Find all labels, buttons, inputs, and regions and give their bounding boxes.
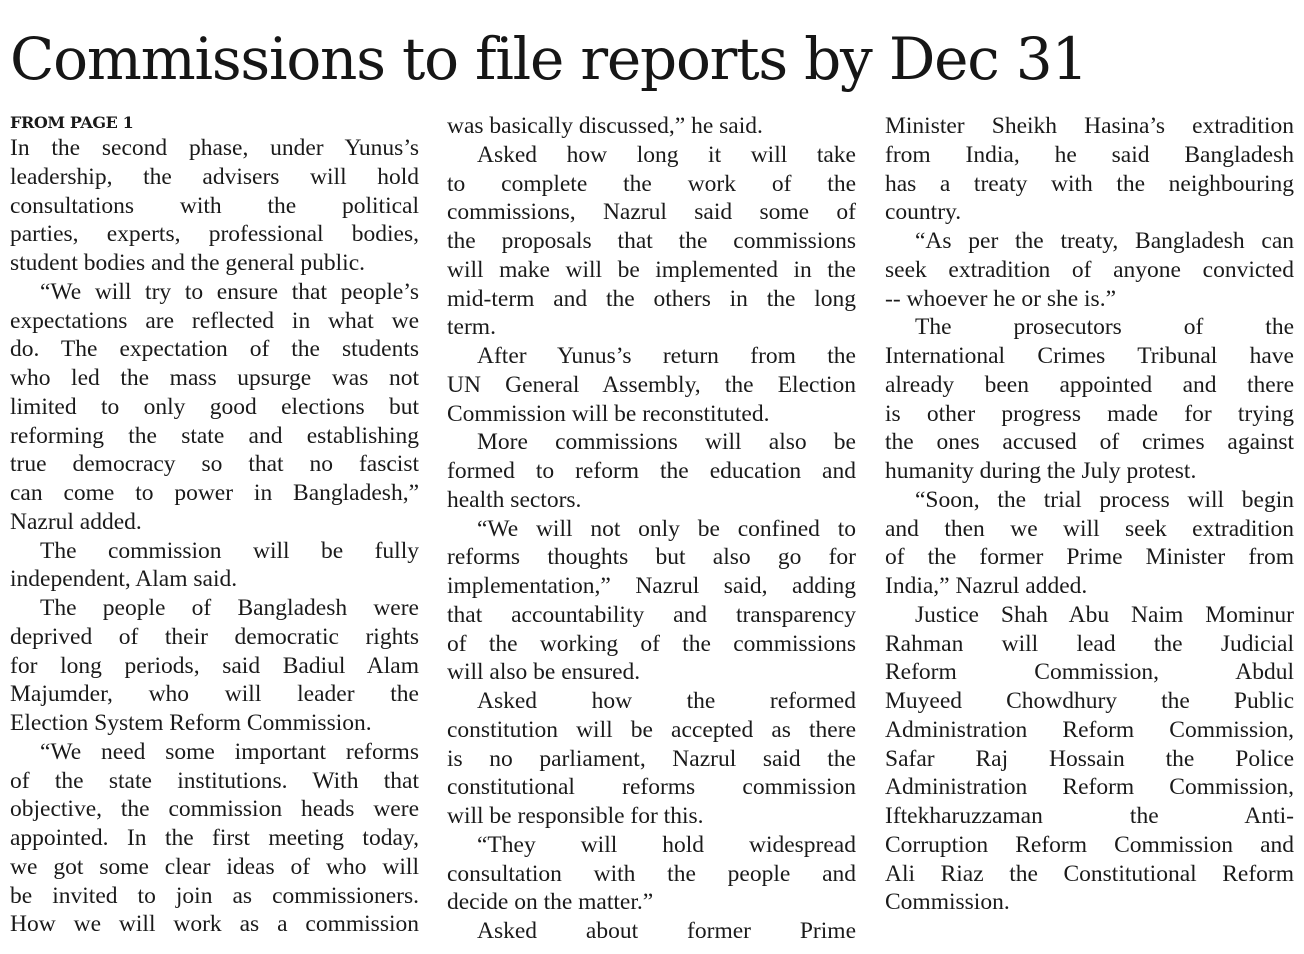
text-line: UN General Assembly, the Election: [447, 371, 856, 398]
text-line: Corruption Reform Commission and: [885, 831, 1294, 858]
text-line: already been appointed and there: [885, 371, 1294, 398]
text-line: Reform Commission, Abdul: [885, 659, 1294, 686]
text-line: commissions, Nazrul said some of: [447, 199, 856, 226]
text-line: health sectors.: [447, 486, 582, 513]
text-line: Asked how the reformed: [477, 688, 856, 714]
text-line: do. The expectation of the students: [10, 336, 419, 363]
text-line: will also be ensured.: [447, 659, 641, 686]
text-line: Administration Reform Commission,: [885, 774, 1294, 801]
text-line: we got some clear ideas of who will: [10, 853, 419, 880]
text-line: of the working of the commissions: [447, 630, 856, 657]
text-line: independent, Alam said.: [10, 566, 238, 593]
text-line: who led the mass upsurge was not: [10, 365, 419, 391]
column-1-text: [10, 134, 419, 939]
text-line: reforming the state and establishing: [10, 422, 419, 449]
text-line: expectations are reflected in what we: [10, 307, 419, 334]
text-line: can come to power in Bangladesh,”: [10, 480, 419, 506]
text-line: Commission.: [885, 889, 1010, 916]
text-line: Administration Reform Commission,: [885, 716, 1294, 743]
text-line: leadership, the advisers will hold: [10, 163, 419, 190]
text-line: “As per the treaty, Bangladesh can: [915, 228, 1294, 254]
text-line: that accountability and transparency: [447, 601, 856, 628]
text-line: term.: [447, 314, 496, 341]
text-line: humanity during the July protest.: [885, 458, 1197, 484]
text-line: formed to reform the education and: [447, 458, 856, 484]
text-line: “They will hold widespread: [477, 831, 856, 858]
text-line: “Soon, the trial process will begin: [915, 486, 1294, 513]
article-column-3: [885, 112, 1294, 948]
text-line: Muyeed Chowdhury the Public: [885, 688, 1294, 714]
text-line: consultation with the people and: [447, 860, 856, 887]
text-line: Majumder, who will leader the: [10, 681, 419, 708]
text-line: Ali Riaz the Constitutional Reform: [885, 860, 1294, 887]
text-line: is no parliament, Nazrul said the: [447, 745, 856, 772]
text-line: Election System Reform Commission.: [10, 710, 372, 736]
text-line: will be responsible for this.: [447, 803, 704, 829]
text-line: Minister Sheikh Hasina’s extradition: [885, 113, 1294, 139]
text-line: Commission will be reconstituted.: [447, 400, 770, 427]
text-line: The people of Bangladesh were: [40, 595, 419, 621]
text-line: deprived of their democratic rights: [10, 623, 419, 650]
column-2-text: [447, 112, 856, 946]
text-line: for long periods, said Badiul Alam: [10, 652, 419, 679]
text-line: the ones accused of crimes against: [885, 429, 1294, 456]
text-line: The commission will be fully: [40, 537, 419, 564]
text-line: Rahman will lead the Judicial: [885, 630, 1294, 657]
text-line: constitutional reforms commission: [447, 774, 856, 801]
text-line: parties, experts, professional bodies,: [10, 221, 419, 248]
continued-from-label: FROM PAGE 1: [10, 113, 134, 132]
column-3-text: [885, 112, 1294, 917]
text-line: appointed. In the first meeting today,: [10, 825, 419, 851]
text-line: “We need some important reforms: [40, 738, 419, 765]
text-line: student bodies and the general public.: [10, 250, 366, 276]
text-line: After Yunus’s return from the: [477, 343, 856, 369]
text-line: consultations with the political: [10, 192, 419, 219]
text-line: and then we will seek extradition: [885, 515, 1294, 542]
text-line: How we will work as a commission: [10, 911, 419, 938]
text-line: seek extradition of anyone convicted: [885, 256, 1294, 283]
text-line: decide on the matter.”: [447, 889, 654, 916]
text-line: Iftekharuzzaman the Anti-: [885, 803, 1294, 829]
text-line: -- whoever he or she is.”: [885, 285, 1116, 312]
text-line: In the second phase, under Yunus’s: [10, 135, 419, 161]
text-line: of the former Prime Minister from: [885, 544, 1294, 571]
text-line: “We will try to ensure that people’s: [40, 278, 419, 305]
text-line: The prosecutors of the: [915, 314, 1294, 341]
article-column-2: [447, 112, 856, 948]
text-line: will make will be implemented in the: [447, 256, 856, 283]
text-line: be invited to join as commissioners.: [10, 882, 419, 909]
article-column-1: [10, 112, 419, 948]
headline: Commissions to file reports by Dec 31: [10, 25, 1088, 93]
text-line: reforms thoughts but also go for: [447, 544, 856, 571]
text-line: implementation,” Nazrul said, adding: [447, 573, 856, 599]
text-line: from India, he said Bangladesh: [885, 141, 1294, 168]
text-line: Asked how long it will take: [477, 141, 856, 168]
text-line: mid-term and the others in the long: [447, 285, 856, 312]
text-line: Safar Raj Hossain the Police: [885, 745, 1294, 772]
text-line: constitution will be accepted as there: [447, 716, 856, 743]
text-line: limited to only good elections but: [10, 393, 419, 420]
text-line: Justice Shah Abu Naim Mominur: [915, 601, 1294, 628]
text-line: has a treaty with the neighbouring: [885, 170, 1294, 197]
text-line: to complete the work of the: [447, 170, 856, 197]
text-line: “We will not only be confined to: [477, 515, 856, 542]
text-line: objective, the commission heads were: [10, 796, 419, 823]
text-line: the proposals that the commissions: [447, 228, 856, 254]
text-line: International Crimes Tribunal have: [885, 343, 1294, 369]
text-line: was basically discussed,” he said.: [447, 113, 763, 139]
text-line: country.: [885, 199, 962, 226]
text-line: More commissions will also be: [477, 429, 856, 456]
text-line: Nazrul added.: [10, 508, 142, 535]
text-line: India,” Nazrul added.: [885, 573, 1088, 599]
text-line: Asked about former Prime: [477, 918, 856, 944]
text-line: true democracy so that no fascist: [10, 451, 419, 478]
text-line: of the state institutions. With that: [10, 767, 419, 794]
text-line: is other progress made for trying: [885, 400, 1294, 427]
